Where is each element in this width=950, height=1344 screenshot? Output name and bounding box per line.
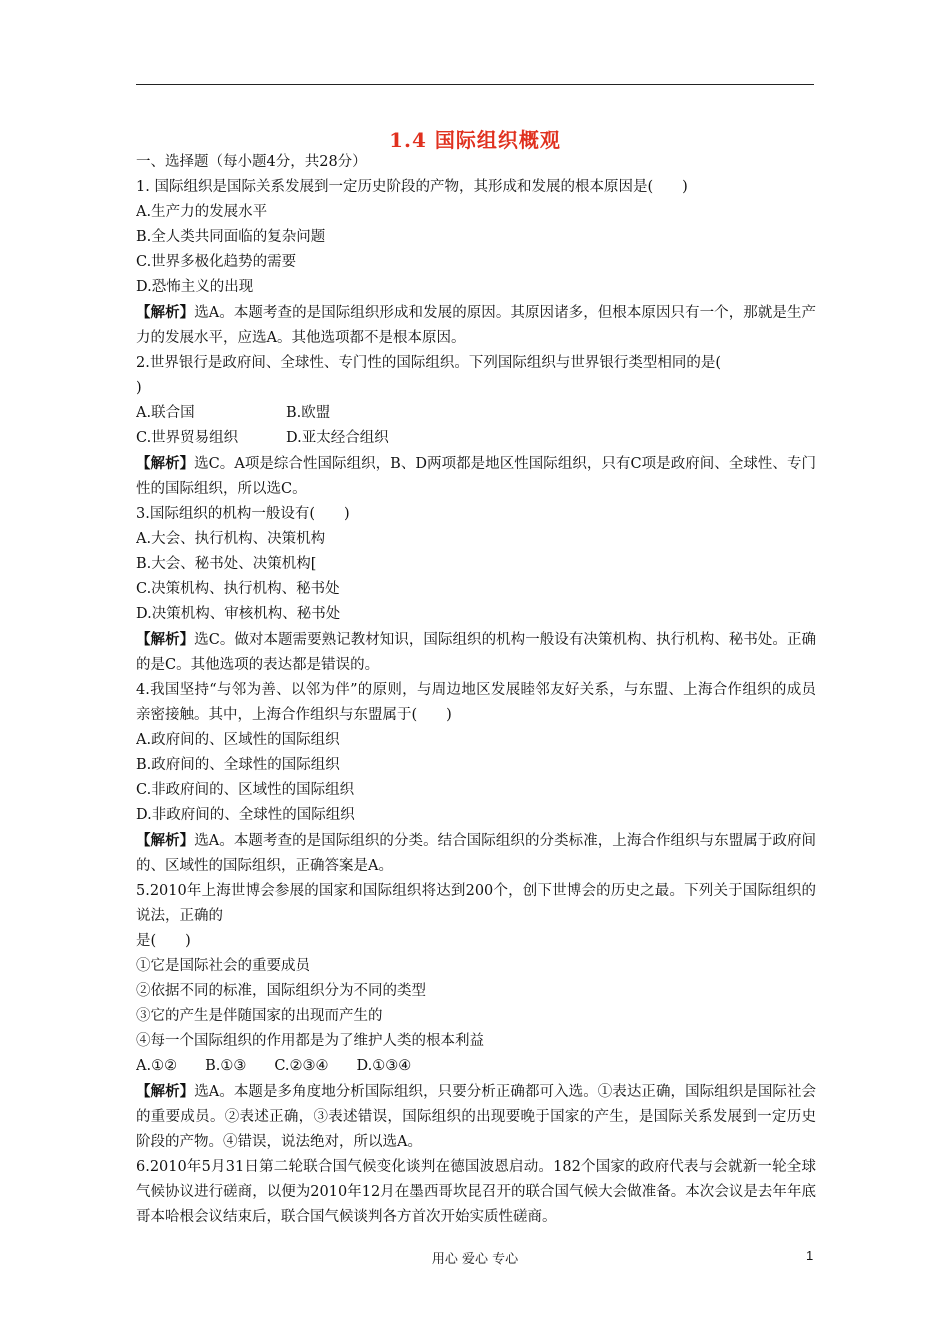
q3-option-d: D.决策机构、审核机构、秘书处: [136, 606, 341, 622]
q1-option-a: A.生产力的发展水平: [136, 204, 268, 220]
page-title: 1.4 国际组织概观: [389, 128, 561, 152]
q5-item-4: ④每一个国际组织的作用都是为了维护人类的根本利益: [136, 1033, 484, 1049]
q3-option-a: A.大会、执行机构、决策机构: [136, 531, 326, 547]
q2-option-a: A.联合国: [136, 405, 195, 421]
q1-option-c: C.世界多极化趋势的需要: [136, 254, 297, 270]
q1-analysis: [136, 300, 816, 351]
analysis-text: 选A。本题考查的是国际组织形成和发展的原因。其原因诸多，但根本原因只有一个，那就是生产力的发展水平，应选A。其他选项都不是根本原因。: [136, 305, 817, 346]
q2-analysis: [136, 451, 816, 502]
q5-item-1: ①它是国际社会的重要成员: [136, 958, 310, 974]
q3-analysis: [136, 627, 816, 678]
q5-option-a: A.①②: [136, 1058, 178, 1074]
q1-option-b: B.全人类共同面临的复杂问题: [136, 229, 326, 245]
q3-option-b: B.大会、秘书处、决策机构[: [136, 556, 317, 572]
q2-option-d: D.亚太经合组织: [286, 430, 389, 446]
analysis-label: 【解析】: [136, 832, 195, 849]
analysis-label: 【解析】: [136, 1083, 195, 1100]
q5-item-3: ③它的产生是伴随国家的出现而产生的: [136, 1008, 383, 1024]
question-3-stem: 3.国际组织的机构一般设有( ): [136, 506, 350, 522]
analysis-text: 选A。本题考查的是国际组织的分类。结合国际组织的分类标准，上海合作组织与东盟属于政府间的、区域性的国际组织，正确答案是A。: [136, 833, 817, 874]
q3-option-c: C.决策机构、执行机构、秘书处: [136, 581, 340, 597]
q2-option-b: B.欧盟: [286, 405, 331, 421]
question-1-stem: 1. 国际组织是国际关系发展到一定历史阶段的产物，其形成和发展的根本原因是( ): [136, 179, 688, 195]
section-heading: 一、选择题（每小题4分，共28分）: [136, 154, 367, 170]
question-2-stem: 2.世界银行是政府间、全球性、专门性的国际组织。下列国际组织与世界银行类型相同的是(: [136, 355, 721, 371]
question-4-stem: 4.我国坚持“与邻为善、以邻为伴”的原则，与周边地区发展睦邻友好关系，与东盟、上海合作组织的成员亲密接触。其中，上海合作组织与东盟属于( ): [136, 682, 816, 723]
q4-analysis: [136, 828, 816, 879]
q4-option-b: B.政府间的、全球性的国际组织: [136, 757, 340, 773]
q5-item-2: ②依据不同的标准，国际组织分为不同的类型: [136, 983, 426, 999]
analysis-label: 【解析】: [136, 631, 195, 648]
q4-option-c: C.非政府间的、区域性的国际组织: [136, 782, 355, 798]
question-5-stem: 5.2010年上海世博会参展的国家和国际组织将达到200个，创下世博会的历史之最。下列关于国际组织的说法，正确的: [136, 883, 816, 924]
q4-option-d: D.非政府间的、全球性的国际组织: [136, 807, 355, 823]
q5-option-c: C.②③④: [274, 1058, 329, 1074]
footer-motto: 用心 爱心 专心: [431, 1252, 519, 1267]
q4-option-a: A.政府间的、区域性的国际组织: [136, 732, 340, 748]
analysis-label: 【解析】: [136, 304, 195, 321]
q5-options-row: [136, 1054, 816, 1079]
q2-option-c: C.世界贸易组织: [136, 430, 239, 446]
q1-option-d: D.恐怖主义的出现: [136, 279, 254, 295]
question-6-stem: 6.2010年5月31日第二轮联合国气候变化谈判在德国波恩启动。182个国家的政府代表与会就新一轮全球气候协议进行磋商，以便为2010年12月在墨西哥坎昆召开的联合国气候大会做准备。本次会议是去年年底哥本哈根会议结束后，联合国气候谈判各方首次开始实质性磋商。: [136, 1159, 816, 1225]
q5-analysis: [136, 1079, 816, 1155]
document-body: [136, 150, 816, 1230]
analysis-text: 选C。A项是综合性国际组织，B、D两项都是地区性国际组织，只有C项是政府间、全球性、专门性的国际组织，所以选C。: [136, 456, 816, 497]
question-2-stem-end: ): [136, 380, 142, 396]
q2-options-row-2: [136, 426, 816, 451]
analysis-text: 选A。本题是多角度地分析国际组织，只要分析正确都可入选。①表达正确，国际组织是国际社会的重要成员。②表述正确，③表述错误，国际组织的出现要晚于国家的产生，是国际关系发展到一定历史阶段的产物。④错误，说法绝对，所以选A。: [136, 1084, 817, 1150]
question-5-stem-end: 是( ): [136, 933, 191, 949]
q5-option-b: B.①③: [205, 1058, 247, 1074]
page-number: 1: [806, 1248, 814, 1263]
q2-options-row-1: [136, 401, 816, 426]
header-rule: [136, 84, 814, 85]
analysis-label: 【解析】: [136, 455, 195, 472]
analysis-text: 选C。做对本题需要熟记教材知识，国际组织的机构一般设有决策机构、执行机构、秘书处。正确的是C。其他选项的表达都是错误的。: [136, 632, 817, 673]
q5-option-d: D.①③④: [356, 1058, 412, 1074]
